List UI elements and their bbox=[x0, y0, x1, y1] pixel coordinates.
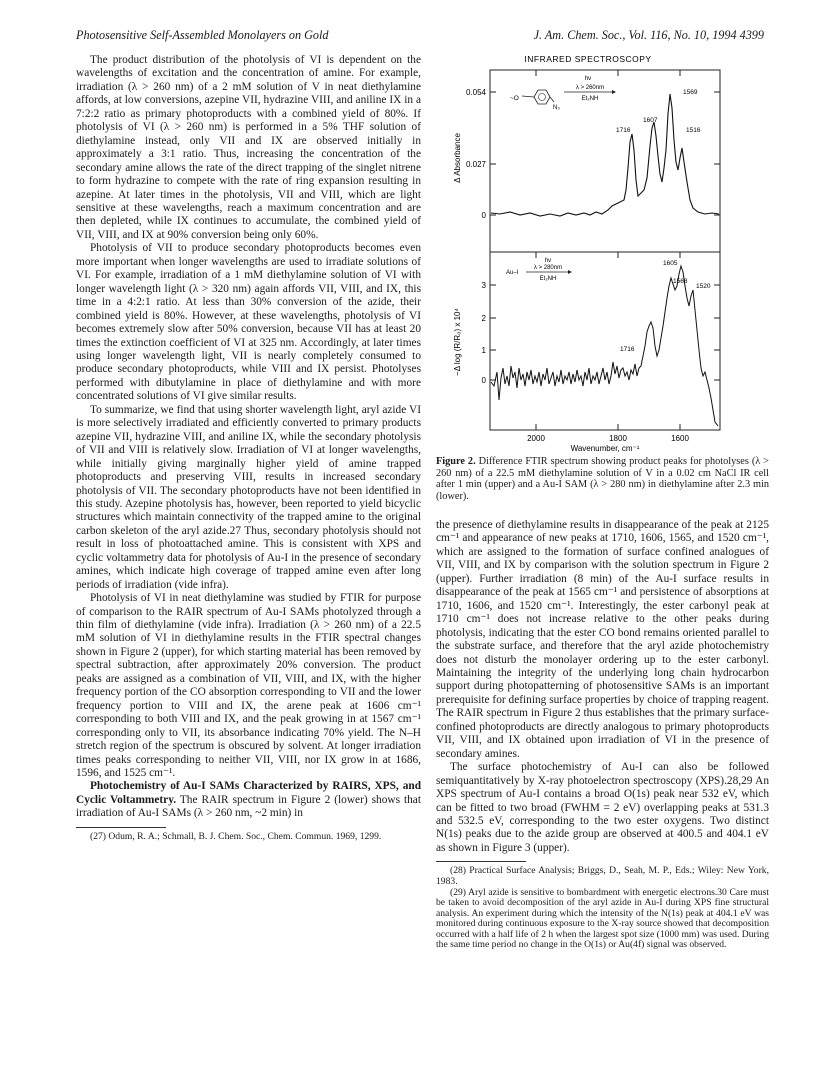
paragraph: The surface photochemistry of Au-I can also be followed semiquantitatively by X-ray photoelectron spectroscopy (XPS).28,29 An XPS spectrum of Au-I contains a broad O(1s) peak near 532 eV, which can be fitted to two broad (FWHM = 2 eV) overlapping peaks at 531.3 and 532.5 eV, corresponding to the two ester oxygens. Two distinct N(1s) peaks due to the azide group are observed at 400.5 and 404.1 eV as shown in Figure 3 (upper). bbox=[436, 761, 769, 854]
lower-y-ticks bbox=[490, 70, 720, 430]
footnote-27: (27) Odum, R. A.; Schmall, B. J. Chem. Soc., Chem. Commun. 1969, 1299. bbox=[90, 830, 382, 842]
right-column bbox=[436, 519, 769, 951]
upper-peak-label: 1569 bbox=[683, 89, 698, 96]
footnote-28: (28) Practical Surface Analysis; Briggs, D., Seah, M. P., Eds.; Wiley: New York, 1983. bbox=[436, 865, 769, 887]
upper-ytick-label: 0 bbox=[481, 211, 486, 220]
paragraph: Photolysis of VII to produce secondary photoproducts becomes even more important when longer wavelengths are used to irradiate solutions of VI. For example, irradiation of a 1 mM diethylamine solution of VI with longer wavelength light (λ > 320 nm) again affords VII, VIII, and IX, this time in a 4:2:1 ratio. At less than 30% conversion of the azide, their combined yield is 80%. However, at these wavelengths, photolysis of VI becomes extremely slow after 50% conversion, because VII has at least 20 times the extinction coefficient of VI at 325 nm. Accordingly, at later times using longer wavelength light, VII is nearly completely consumed to produce secondary photoproducts, while VIII and IX persist. Photolyses performed with dibutylamine in place of diethylamine and with more concentrated solutions of VI give similar results. bbox=[76, 242, 421, 403]
upper-peak-label: 1516 bbox=[686, 127, 701, 134]
paragraph: the presence of diethylamine results in disappearance of the peak at 2125 cm⁻¹ and appearance of new peaks at 1710, 1606, 1565, and 1520 cm⁻¹, which are assigned to the formation of surface confined analogues of VII, VIII, and IX by comparison with the solution spectrum in Figure 2 (upper). Further irradiation (8 min) of the Au-I surface results in disappearance of the peak at 1565 cm⁻¹ and persistence of absorptions at 1710, 1606, and 1520 cm⁻¹. Interestingly, the ester carbonyl peak at 1710 cm⁻¹ does not increase relative to the other peaks during photolysis, indicating that the ester CO bond remains oriented parallel to the substrate surface, and therefore that the aryl azide photochemistry does not disturb the monolayer ordering up to the ester carbonyl. Maintaining the integrity of the underlying long chain hydrocarbon support during photopatterning of photosensitive SAMs is an important prerequisite for defining surface properties by choice of trapping reagent. The RAIR spectrum in Figure 2 thus establishes that the primary surface-confined photoproducts are directly analogous to primary photoproducts VII, VIII, and IX obtained upon irradiation of VI in the presence of secondary amines. bbox=[436, 519, 769, 760]
section-paragraph bbox=[76, 780, 421, 820]
caption-label: Figure 2. bbox=[436, 456, 476, 467]
upper-ytick-label: 0.027 bbox=[465, 160, 486, 169]
paragraph: Photolysis of VI in neat diethylamine was studied by FTIR for purpose of comparison to the RAIR spectrum of Au-I SAMs photolyzed through a thin film of diethylamine (vide infra). Irradiation (λ > 260 nm) of a 22.5 mM solution of VI in diethylamine results in the FTIR spectral changes shown in Figure 2 (upper), for which starting material has been removed by spectral subtraction, after approximately 20% conversion. The product peaks are assigned as a combination of VII, VIII, and IX, with the higher frequency portion of the CO absorption corresponding to VII and the lower frequency portion to VIII and IX, the arene peak at 1606 cm⁻¹ corresponding to both VIII and IX, and the peak growing in at 1567 cm⁻¹ corresponding only to VII, its absorbance indicating 70% yield. The N–H stretch region of the spectrum is obscured by solvent. At longer irradiation times peaks corresponding to neither VII, VIII, nor IX grow in at 1686, 1596, and 1525 cm⁻¹. bbox=[76, 592, 421, 780]
xtick-label: 1600 bbox=[671, 434, 689, 443]
lower-peak-label: 1605 bbox=[663, 260, 678, 267]
paragraph: The product distribution of the photolysis of VI is dependent on the wavelengths of excitation and the concentration of amine. For example, irradiation (λ > 260 nm) of a 2 mM solution of V in neat diethylamine affords, at low conversions, azepine VII, hydrazine VIII, and aniline IX in a 7:2:2 ratio as primary photoproducts with a combined yield of 80%. If photolysis of VI (λ > 260 nm) is performed in a 5% THF solution of diethylamine instead, only VII and IX are observed initially in approximately a 3:1 ratio. Thus, increasing the concentration of the secondary amine allows the rate of the direct trapping of the singlet nitrene to form hydrazine to compete with the rate of ring expansion resulting in azepine. At later times in the photolysis, VII and VIII, which are light sensitive at these wavelengths, reach a maximum concentration and are then depleted, while IX continues to accumulate, the combined yield of VII, VIII, and IX at 90% conversion being only 60%. bbox=[76, 54, 421, 241]
figure-caption bbox=[436, 456, 769, 502]
scheme-reactant: Au–I bbox=[506, 270, 519, 276]
lower-ytick-label: 3 bbox=[481, 281, 486, 290]
upper-peak-label: 1607 bbox=[643, 117, 658, 124]
lower-ytick-label: 1 bbox=[481, 346, 486, 355]
section-text: The RAIR spectrum in Figure 2 (lower) shows that irradiation of Au-I SAMs (λ > 260 nm, ~2 min) in bbox=[76, 793, 421, 820]
header-article-title: Photosensitive Self-Assembled Monolayers on Gold bbox=[76, 28, 329, 42]
figure-title: INFRARED SPECTROSCOPY bbox=[524, 54, 652, 64]
lower-peak-label: 1520 bbox=[696, 283, 711, 290]
scheme-reagent: Et₂NH bbox=[539, 276, 557, 282]
lower-y-axis-label: −Δ log (R/R₀) x 10⁴ bbox=[453, 308, 462, 376]
lower-reaction-scheme bbox=[506, 258, 572, 282]
xtick-label: 1800 bbox=[609, 434, 627, 443]
footnote-rule bbox=[76, 827, 166, 828]
xtick-label: 2000 bbox=[527, 434, 545, 443]
footnote-29: (29) Aryl azide is sensitive to bombardment with energetic electrons.30 Care must be taken to avoid decomposition of the aryl azide in Au-I during XPS fine structural analysis. An experiment during which the intensity of the N(1s) peak at 404.1 eV was monitored during continuous exposure to the X-ray source showed that decomposition occurred with a half life of 2 h when the largest spot size (1000 mm) was used. During the same time period no change in the O(1s) or Au(4f) signal was observed. bbox=[436, 886, 769, 951]
azide-label: N₃ bbox=[553, 105, 560, 111]
upper-panel-frame bbox=[490, 70, 720, 252]
scheme-hv: hν bbox=[544, 258, 552, 264]
upper-reaction-scheme bbox=[510, 76, 616, 111]
lower-spectrum-line bbox=[491, 266, 718, 426]
upper-y-ticks bbox=[490, 92, 720, 215]
lower-ytick-label: 0 bbox=[481, 376, 486, 385]
lower-peak-label: 1716 bbox=[620, 346, 635, 353]
paragraph: To summarize, we find that using shorter wavelength light, aryl azide VI is more selectively irradiated and efficiently converted to primary products azepine VII, hydrazine VIII, and aniline IX, while the secondary photolysis of VII and VIII is relatively slow. Irradiation of VI at longer wavelengths, while initially giving marginally higher yield of amine trapped photoproducts and preserving VIII, results in increased secondary photolysis of VII. The secondary photoproducts have not been identified in this study. Azepine photolysis has, however, been reported to yield bicyclic structures which maintain connectivity of the trapped amine to the original carbon skeleton of the aryl azide.27 Thus, secondary photolysis should not result in loss of photoattached amine. This is consistent with XPS and cyclic voltammetry data for photolysis of Au-I in the presence of secondary amines, which indicate high coverage of trapped amine even after long periods of irradiation (vide infra). bbox=[76, 403, 421, 591]
left-column bbox=[76, 54, 421, 842]
upper-peak-label: 1716 bbox=[616, 127, 631, 134]
caption-text: Difference FTIR spectrum showing product peaks for photolyses (λ > 260 nm) of a 22.5 mM diethylamine solution of V in a 0.02 cm NaCl IR cell after 1 min (upper) and a Au-I SAM (λ > 280 nm) in diethylamine after 2.3 min (lower). bbox=[436, 456, 769, 502]
lower-ytick-label: 2 bbox=[481, 314, 486, 323]
section-heading: Photochemistry of Au-I SAMs Characterized by RAIRS, XPS, and Cyclic Voltammetry. bbox=[76, 780, 421, 806]
x-axis-label: Wavenumber, cm⁻¹ bbox=[570, 444, 640, 452]
upper-spectrum-line bbox=[491, 94, 719, 216]
ir-spectra-figure bbox=[440, 50, 740, 452]
running-header bbox=[76, 28, 764, 44]
scheme-wavelength: λ > 280nm bbox=[533, 265, 563, 271]
ester-structure: ~O bbox=[510, 95, 519, 102]
scheme-wavelength: λ > 260nm bbox=[575, 85, 605, 91]
upper-y-axis-label: Δ Absorbance bbox=[453, 133, 462, 183]
scheme-hv: hν bbox=[584, 76, 592, 82]
lower-peak-label: 1568 bbox=[673, 278, 688, 285]
benzene-ring-icon bbox=[534, 90, 550, 104]
header-journal-citation: J. Am. Chem. Soc., Vol. 116, No. 10, 1994 4399 bbox=[533, 28, 764, 42]
upper-ytick-label: 0.054 bbox=[465, 88, 486, 97]
scheme-reagent: Et₂NH bbox=[581, 96, 599, 102]
footnote-rule bbox=[436, 861, 526, 862]
